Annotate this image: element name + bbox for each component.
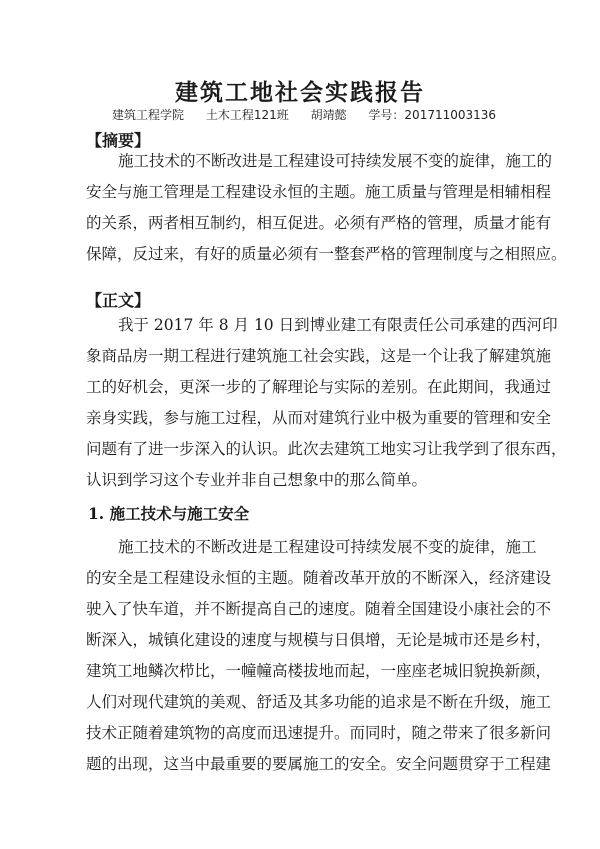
byline-college: 建筑工程学院 (112, 108, 185, 122)
abstract-line: 的关系，两者相互制约，相互促进。必须有严格的管理，质量才能有 (86, 214, 552, 232)
abstract-line: 施工技术的不断改进是工程建设可持续发展不变的旋律，施工的 (118, 152, 553, 170)
body-paragraph (86, 310, 567, 496)
byline-name: 胡靖懿 (310, 108, 347, 122)
section-1-line: 题的出现，这当中最重要的要属施工的安全。安全问题贯穿于工程建 (86, 755, 552, 773)
body-line: 我于 2017 年 8 月 10 日到博业建工有限责任公司承建的西河印 (118, 316, 558, 334)
section-1-title: 1. 施工技术与施工安全 (88, 504, 250, 523)
section-1-line: 人们对现代建筑的美观、舒适及其多功能的追求是不断在升级，施工 (86, 693, 552, 711)
body-line: 亲身实践，参与施工过程，从而对建筑行业中极为重要的管理和安全 (86, 409, 552, 427)
abstract-line: 保障，反过来，有好的质量必须有一整套严格的管理制度与之相照应。 (86, 245, 567, 263)
author-byline (112, 106, 514, 123)
abstract-line: 安全与施工管理是工程建设永恒的主题。施工质量与管理是相辅相程 (86, 183, 552, 201)
section-1-line: 驶入了快车道，并不断提高自己的速度。随着全国建设小康社会的不 (86, 600, 552, 618)
section-1-line: 施工技术的不断改进是工程建设可持续发展不变的旋律，施工 (118, 538, 537, 556)
section-1-line: 建筑工地鳞次栉比，一幢幢高楼拔地而起，一座座老城旧貌换新颜， (86, 662, 552, 680)
body-line: 问题有了进一步深入的认识。此次去建筑工地实习让我学到了很东西， (86, 440, 567, 458)
section-1-line: 的安全是工程建设永恒的主题。随着改革开放的不断深入，经济建设 (86, 569, 552, 587)
byline-class: 土木工程121班 (205, 108, 289, 122)
abstract-heading: 【摘要】 (86, 131, 151, 150)
report-title: 建筑工地社会实践报告 (175, 79, 425, 106)
byline-student-id: 学号：201711003136 (368, 108, 497, 122)
abstract-paragraph (86, 146, 567, 270)
section-1-line: 技术正随着建筑物的高度而迅速提升。而同时，随之带来了很多新问 (86, 724, 552, 742)
body-line: 认识到学习这个专业并非自己想象中的那么简单。 (86, 471, 428, 489)
body-line: 工的好机会，更深一步的了解理论与实际的差别。在此期间，我通过 (86, 378, 552, 396)
section-1-paragraph (86, 532, 552, 780)
section-1-line: 断深入，城镇化建设的速度与规模与日俱增，无论是城市还是乡村， (86, 631, 552, 649)
body-heading: 【正文】 (86, 291, 151, 310)
body-line: 象商品房一期工程进行建筑施工社会实践，这是一个让我了解建筑施 (86, 347, 552, 365)
